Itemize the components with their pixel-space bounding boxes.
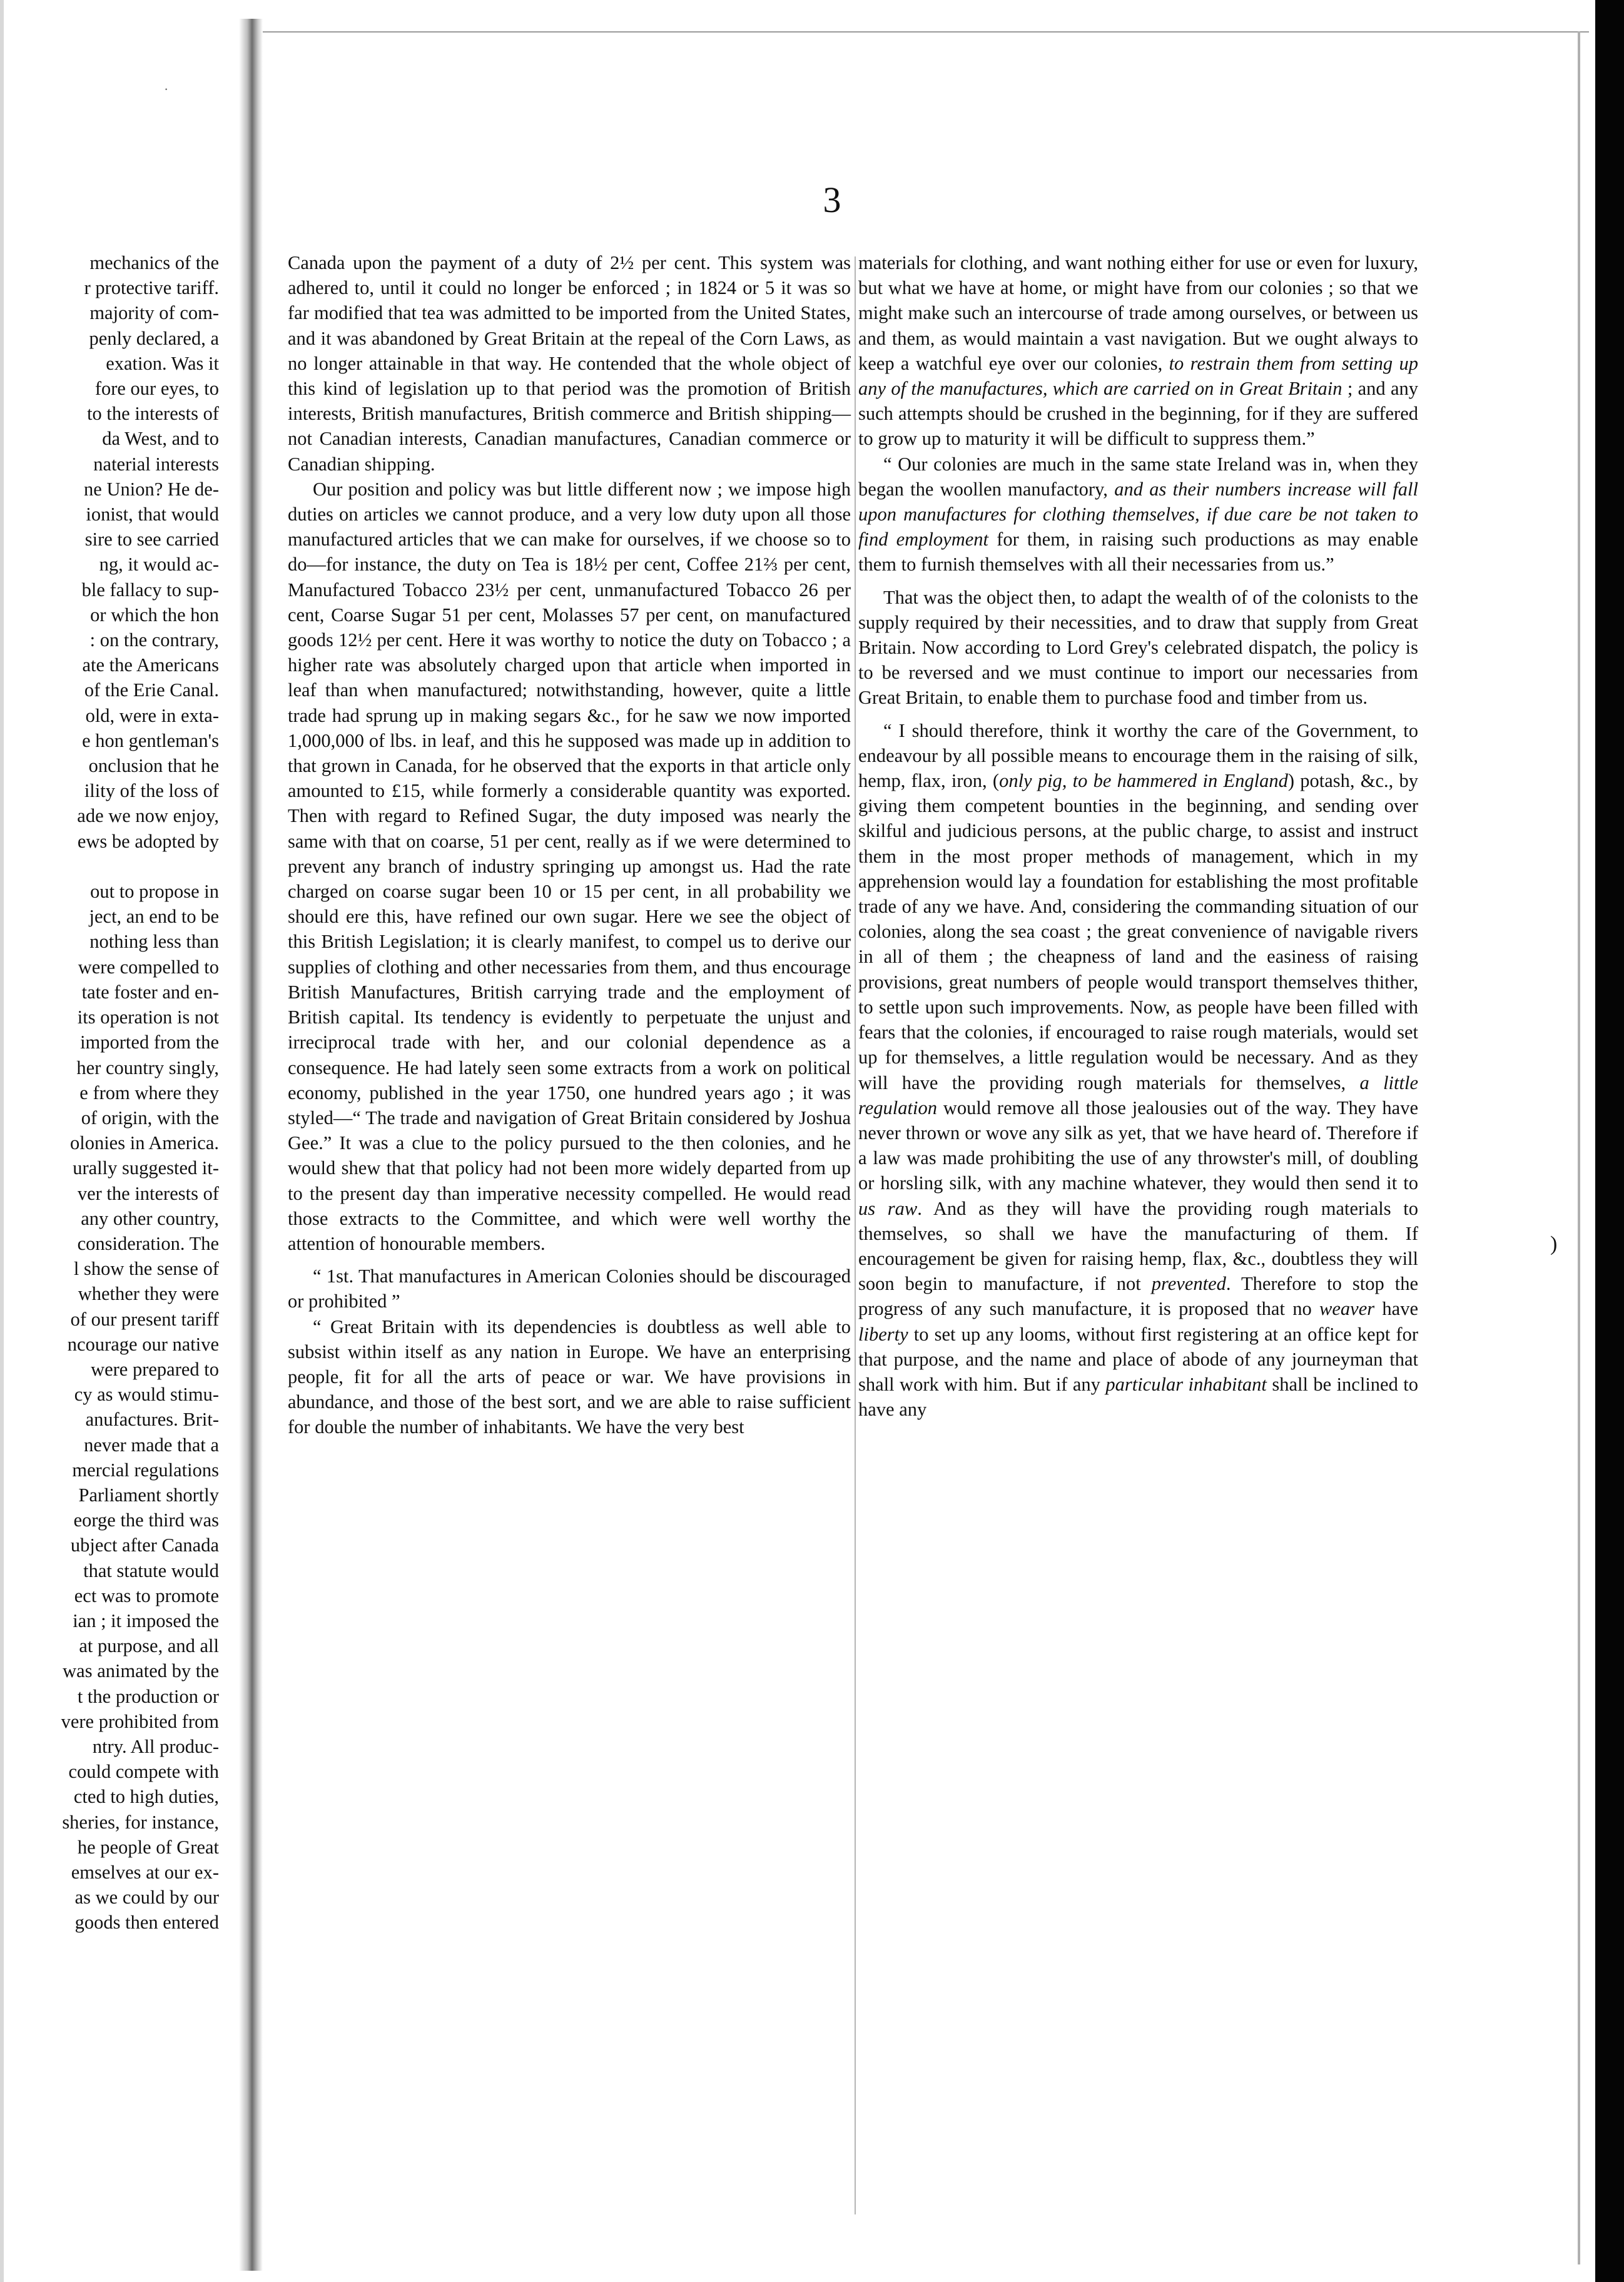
fragment-line: nothing less than [89,931,219,953]
scan-speck: · [164,81,169,97]
italic-run: weaver [1319,1298,1375,1320]
paragraph [858,250,1418,452]
fragment-line: ne Union? He de- [84,478,219,500]
text-run: ) potash, &c., by giving them competent bounties in the beginning, and sending over skilful and judicious persons, at the public charge, to assist and instruct them in the most proper methods of management, which in my apprehension would lay a foundation for establishing the most profitable trade of any we have. And, considering the commanding situation of our colonies, along the sea coast ; the great convenience of navigable rivers in all of them ; the cheapness of land and the easiness of raising provisions, great numbers of people would transport themselves thither, to settle upon such improvements. Now, as people have been filled with fears that the colonies, if encouraged to raise rough materials, would set up for themselves, a little regulation would be necessary. And as they will have the providing rough materials for themselves, [858,770,1418,1093]
fragment-line: cted to high duties, [73,1786,219,1808]
fragment-line: to the interests of [87,403,219,425]
fragment-line: majority of com- [89,302,219,324]
text-run: . And as they will have the providing rough materials to themselves, so shall we have the manufacturing of them. If encouragement be given for raising hemp, flax, &c., doubtless they will soon begin to manufacture, if not [858,1197,1418,1295]
text-run: “ I should therefore, think it worthy the care of the Government, to endeavour by all possible means to encourage them in the raising of silk, hemp, flax, iron, ( [858,719,1418,792]
fragment-line: ble fallacy to sup- [81,579,219,601]
fragment-line: ntry. All produc- [92,1735,219,1757]
fragment-line: sire to see carried [84,529,219,550]
fragment-line: goods then entered [74,1912,219,1934]
fragment-line: of our present tariff [70,1308,219,1330]
text-run: to set up any looms, without first registering at an office kept for that purpose, and the name and place of abode of any journeyman that shall work with him. But if any [858,1323,1418,1395]
fragment-line: ate the Americans [82,654,219,676]
fragment-line: e hon gentleman's [82,729,219,751]
fragment-line: tate foster and en- [81,981,219,1003]
fragment-line: imported from the [80,1032,219,1053]
fragment-line: anufactures. Brit- [85,1409,219,1431]
fragment-line: onclusion that he [88,755,219,777]
text-run: have [1374,1298,1418,1320]
fragment-line: ect was to promote [74,1585,219,1606]
fragment-line: urally suggested it- [73,1157,219,1179]
page-top-edge [263,31,1589,33]
fragment-line [0,854,219,879]
fragment-line: ionist, that would [86,504,219,525]
fragment-line: was animated by the [63,1660,219,1682]
paragraph [858,452,1418,577]
fragment-line: of origin, with the [81,1107,219,1128]
fragment-line: e from where they [79,1082,219,1103]
paragraph: “ 1st. That manufactures in American Colonies should be discouraged or prohibited ” [288,1265,851,1312]
page-right-edge [1578,31,1580,2264]
fragment-line: its operation is not [77,1007,219,1028]
fragment-line: ng, it would ac- [99,554,219,576]
fragment-line: cy as would stimu- [74,1384,219,1406]
fragment-line: ject, an end to be [89,906,219,928]
fragment-line: of the Erie Canal. [84,679,219,701]
fragment-line: ian ; it imposed the [73,1610,219,1631]
text-run: materials for clothing, and want nothing either for use or even for luxury, but what we have at home, or might have from our colonies ; so that we might make such an intercourse of trade among ourselves, or between us and them, as would maintain a vast navigation. But we ought always to keep a watchful eye over our colonies, [858,252,1418,374]
fragment-line: mercial regulations [72,1459,219,1481]
page-number: 3 [823,180,841,220]
fragment-line: emselves at our ex- [71,1862,219,1883]
text-run: . Therefore to stop the progress of any such manufacture, it is proposed that no [858,1273,1418,1320]
fragment-line: Parliament shortly [78,1484,219,1506]
paragraph: Canada upon the payment of a duty of 2½ per cent. This system was adhered to, until it could no longer be enforced ; in 1824 or 5 it was so far modified that tea was admitted to be imported from the United States, and it was abandoned by Great Britain at the repeal of the Corn Laws, as no longer attainable in that way. He contended that the whole object of this kind of legislation up to that period was the promotion of British interests, British manufactures, British commerce and British shipping—not Canadian interests, Canadian manufactures, Canadian commerce or Canadian shipping. [288,252,851,475]
paragraph: Our position and policy was but little different now ; we impose high duties on articles we cannot produce, and a very low duty upon all those manufactured articles that we can make for ourselves, if we choose so to do—for instance, the duty on Tea is 18½ per cent, Coffee 21⅔ per cent, Manufactured Tobacco 23½ per cent, unmanufactured Tobacco 26 per cent, Coarse Sugar 51 per cent, Molasses 57 per cent, on manufactured goods 12½ per cent. Here it was worthy to notice the duty on Tobacco ; a higher rate was absolutely charged upon that article when imported in leaf than when manufactured; notwithstanding, however, quite a little trade had sprung up in making segars &c., for he saw we now imported 1,000,000 of lbs. in leaf, and this he supposed was made up in addition to that grown in Canada, for he observed that the exports in that article only amounted to £15, while formerly a considerable quantity was exported. Then with regard to Refined Sugar, the duty imposed was nearly the same with that on coarse, 51 per cent, really as if we were determined to prevent any branch of industry springing up amongst us. Had the rate charged on coarse sugar been 10 or 15 per cent, in all probability we should ere this, have refined our own sugar. Here we see the object of this British Legislation; it is clearly manifest, to compel us to derive our supplies of clothing and other necessaries from them, and thus encourage British Manufactures, British carrying trade and the employment of British capital. Its tendency is evidently to perpetuate the unjust and irreciprocal trade with her, and our colonial dependence as a consequence. He had lately seen some extracts from a work on political economy, published in the year 1750, one hundred years ago ; it was styled—“ The trade and navigation of Great Britain considered by Joshua Gee.” It was a clue to the policy pursued to the then colonies, and he would shew that that policy had not been more widely departed from up to the present day than imperative necessity compelled. He would read those extracts to the Committee, and which were well worthy the attention of honourable members. [288,478,851,1254]
fragment-line: da West, and to [102,428,219,450]
fragment-line: naterial interests [93,453,219,475]
fragment-line: ade we now enjoy, [77,805,219,827]
left-page-fragment [0,250,219,1935]
fragment-line: ility of the loss of [84,780,219,802]
paragraph: “ Great Britain with its dependencies is doubtless as well able to subsist within itself as any nation in Europe. We have an enterprising people, fit for all the arts of peace or war. We have provisions in abundance, and those of the best sort, and we are able to raise sufficient for double the number of inhabitants. We have the very best [288,1316,851,1438]
fragment-line: r protective tariff. [84,277,219,299]
italic-run: to restrain them from setting up any of the manufactures, which are carried on in Great Britain [858,352,1418,400]
fragment-line: vere prohibited from [61,1710,219,1732]
fragment-line: l show the sense of [73,1258,219,1280]
fragment-line: whether they were [78,1283,219,1305]
italic-run: a little regulation [858,1072,1418,1118]
fragment-line: or which the hon [90,604,219,626]
fragment-line: were prepared to [91,1358,219,1380]
text-run: for them, in raising such productions as may enable them to furnish themselves with all their necessaries from us.” [858,529,1418,576]
right-column [858,250,1418,1422]
book-spine-gutter [239,19,263,2271]
text-run: shall be inclined to have any [858,1373,1418,1421]
fragment-line: olonies in America. [69,1132,219,1154]
fragment-line: he people of Great [77,1836,219,1858]
fragment-line: were compelled to [78,956,219,978]
fragment-line: penly declared, a [89,327,219,349]
fragment-line: ncourage our native [67,1333,219,1355]
fragment-line: her country singly, [76,1057,219,1078]
fragment-line: : on the contrary, [89,629,219,651]
fragment-line: ews be adopted by [77,830,219,852]
paragraph: That was the object then, to adapt the wealth of of the colonists to the supply required by their necessities, and to draw that supply from Great Britain. Now according to Lord Grey's celebrated dispatch, the policy is to be reversed and we must continue to import our necessaries from Great Britain, to enable them to purchase food and timber from us. [858,586,1418,709]
fragment-line: as we could by our [74,1887,219,1909]
paragraph [858,718,1418,1422]
fragment-line: eorge the third was [73,1509,219,1531]
italic-run: prevented [1151,1273,1226,1295]
italic-run: us raw [858,1197,918,1219]
italic-run: only pig, to be hammered in England [999,770,1288,792]
fragment-line: old, were in exta- [85,704,219,726]
fragment-line: t the production or [77,1685,219,1707]
fragment-line: ubject after Canada [70,1534,219,1556]
fragment-line: could compete with [68,1761,219,1783]
italic-run: liberty [858,1323,908,1345]
fragment-line: any other country, [81,1207,219,1229]
fragment-line: mechanics of the [89,252,219,273]
margin-bracket-mark: ) [1550,1232,1558,1255]
fragment-line: never made that a [84,1434,219,1456]
fragment-line: consideration. The [77,1232,219,1254]
middle-column [288,250,851,1440]
fragment-line: at purpose, and all [79,1635,219,1657]
fragment-line: ver the interests of [77,1182,219,1204]
fragment-line: fore our eyes, to [94,378,219,400]
text-run: “ Our colonies are much in the same state Ireland was in, when they began the woollen manufactory, [858,453,1418,500]
italic-run: and as their numbers increase will fall upon manufactures for clothing themselves, if due care be not taken to find employment [858,478,1418,550]
fragment-line: sheries, for instance, [62,1811,219,1833]
scan-black-border [1595,0,1624,2282]
text-run: ; and any such attempts should be crushed in the beginning, for if they are suffered to grow up to maturity it will be difficult to suppress them.” [858,378,1418,450]
text-run: would remove all those jealousies out of the way. They have never thrown or wove any silk as yet, that we have heard of. Therefore if a law was made prohibiting the use of any throwster's mill, of doubling or horsling silk, with any machine whatever, they would then send it to [858,1097,1418,1194]
italic-run: particular inhabitant [1105,1373,1267,1395]
fragment-line: out to propose in [90,881,219,903]
column-rule [855,256,856,2214]
fragment-line: exation. Was it [106,352,219,374]
fragment-line: that statute would [83,1559,219,1581]
